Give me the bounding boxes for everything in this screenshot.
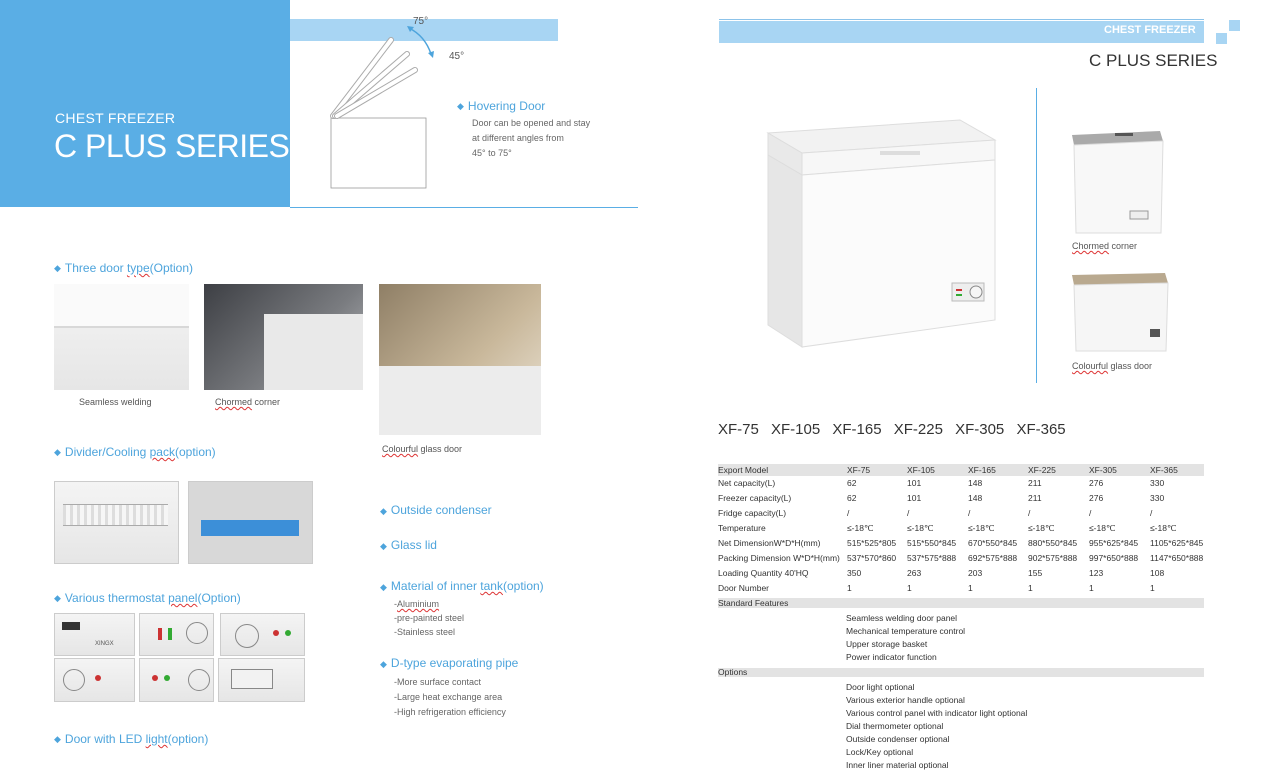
caption-chromed-corner: Chormed corner [215,397,281,407]
spec-row [718,536,1204,551]
spec-row [718,551,1204,566]
spec-cell: ≤-18℃ [968,523,995,533]
hero-block [0,0,290,207]
spec-cell: 670*550*845 [968,538,1018,548]
options-list: Door light optional Various exterior handle optional Various control panel with indicator light optional Dial thermometer optional Outside condenser optional Lock/Key optional Inner liner material optional [846,682,1028,770]
spec-cell: ≤-18℃ [1150,523,1177,533]
door-angle-diagram [325,14,445,192]
hovering-door-desc: Door can be opened and stay at different angles from 45° to 75° [472,118,591,158]
spec-cell: 148 [968,478,983,488]
spec-cell: 62 [847,478,857,488]
spec-cell: 155 [1028,568,1043,578]
chromed-corner-freezer-image [1070,129,1165,237]
spec-cell: / [1150,508,1153,518]
inner-tank-list: -Aluminium -pre-painted steel -Stainless steel [394,599,465,637]
side-caption-glass: Colourful glass door [1072,361,1153,371]
spec-cell: 101 [907,493,922,503]
spec-cell: ≤-18℃ [1028,523,1055,533]
door-type-title: ◆ Three door type(Option) [54,261,194,275]
thermostat-title: ◆ Various thermostat panel(Option) [54,591,241,605]
hovering-door-title: ◆ Hovering Door [457,99,546,113]
spec-cell: ≤-18℃ [907,523,934,533]
thermostat-panel-6 [218,658,305,702]
thermostat-panel-1: XINGX [54,613,135,656]
spec-cell: 148 [968,493,983,503]
spec-cell: 997*650*888 [1089,553,1139,563]
spec-cell: / [847,508,850,518]
divider-photo [54,481,179,564]
divider-title: ◆ Divider/Cooling pack(option) [54,445,216,459]
spec-cell: / [1028,508,1031,518]
spec-body [718,476,1204,596]
spec-cell: 211 [1028,493,1042,503]
thermostat-panel-5 [139,658,214,702]
standard-features-bar: Standard Features [718,598,1204,608]
spec-row-label: Door Number [718,583,770,593]
seamless-welding-photo [54,284,189,390]
spec-cell: 330 [1150,478,1165,488]
spec-cell: 880*550*845 [1028,538,1078,548]
led-title: ◆ Door with LED light(option) [54,732,209,746]
hero-subtitle: CHEST FREEZER [55,110,176,126]
outside-condenser-title: ◆ Outside condenser [380,503,492,517]
spec-cell: 211 [1028,478,1042,488]
spec-cell: 1 [1028,583,1033,593]
spec-cell: 330 [1150,493,1165,503]
spec-cell: 1147*650*888 [1150,553,1204,563]
options-bar: Options [718,668,1204,677]
spec-row-label: Net capacity(L) [718,478,776,488]
spec-cell: 1 [907,583,912,593]
caption-seamless-welding: Seamless welding [79,397,152,407]
thermostat-panel-4 [54,658,135,702]
deco-square-1 [1216,33,1227,44]
spec-row-label: Net DimensionW*D*H(mm) [718,538,821,548]
spec-cell: 276 [1089,478,1104,488]
standard-features-list: Seamless welding door panel Mechanical temperature control Upper storage basket Power indicator function [846,613,966,662]
spec-cell: 263 [907,568,922,578]
spec-row [718,521,1204,536]
spec-row-label: Temperature [718,523,766,533]
spec-cell: 1 [847,583,852,593]
spec-cell: 1 [968,583,973,593]
spec-cell: 62 [847,493,857,503]
chromed-corner-photo [204,284,363,390]
right-vertical-divider [1036,88,1037,383]
glass-door-photo [379,284,541,435]
spec-cell: 515*550*845 [907,538,957,548]
spec-cell: ≤-18℃ [847,523,874,533]
spec-table [718,464,1204,772]
thermostat-panel-3 [220,613,305,656]
hero-title: C PLUS SERIES [54,128,290,164]
spec-cell: 350 [847,568,862,578]
spec-cell: 1 [1089,583,1094,593]
right-top-line [719,19,1204,20]
glass-door-freezer-image [1070,271,1170,353]
spec-cell: 537*570*860 [847,553,897,563]
angle-75-label: 75° [413,16,429,27]
spec-cell: / [1089,508,1092,518]
spec-row-label: Fridge capacity(L) [718,508,787,518]
model-list: XF-75 XF-105 XF-165 XF-225 XF-305 XF-365 [718,421,1066,438]
spec-row-label: Loading Quantity 40'HQ [718,568,809,578]
angle-45-label: 45° [449,51,465,62]
spec-row [718,581,1204,596]
spec-cell: 276 [1089,493,1104,503]
spec-cell: ≤-18℃ [1089,523,1116,533]
inner-tank-title: ◆ Material of inner tank(option) [380,579,544,593]
spec-row [718,491,1204,506]
spec-cell: 537*575*888 [907,553,957,563]
caption-glass-door: Colourful glass door [382,444,463,454]
spec-cell: 101 [907,478,922,488]
spec-header-row: Export Model XF-75 XF-105 XF-165 XF-225 XF-305 XF-365 [718,464,1204,476]
spec-row-label: Freezer capacity(L) [718,493,792,503]
divider-line [290,207,638,208]
spec-row [718,476,1204,491]
right-series-title: C PLUS SERIES [1089,51,1218,70]
spec-cell: 692*575*888 [968,553,1018,563]
spec-row [718,506,1204,521]
spec-cell: 203 [968,568,983,578]
deco-square-2 [1229,20,1240,31]
side-caption-chromed: Chormed corner [1072,241,1138,251]
chest-freezer-image [760,115,1000,350]
spec-cell: 902*575*888 [1028,553,1078,563]
spec-cell: 1 [1150,583,1155,593]
spec-cell: 1105*625*845 [1150,538,1204,548]
spec-row-label: Packing Dimension W*D*H(mm) [718,553,840,563]
spec-cell: 515*525*805 [847,538,897,548]
thermostat-panel-2 [139,613,214,656]
spec-cell: 123 [1089,568,1104,578]
spec-cell: 955*625*845 [1089,538,1139,548]
spec-row [718,566,1204,581]
dtype-pipe-title: ◆ D-type evaporating pipe [380,656,519,670]
spec-cell: 108 [1150,568,1165,578]
dtype-pipe-list: -More surface contact -Large heat exchange area -High refrigeration efficiency [394,677,506,717]
spec-cell: / [907,508,910,518]
cooling-pack-photo [188,481,313,564]
spec-cell: / [968,508,971,518]
right-band-label: CHEST FREEZER [1104,24,1196,36]
glass-lid-title: ◆ Glass lid [380,538,437,552]
